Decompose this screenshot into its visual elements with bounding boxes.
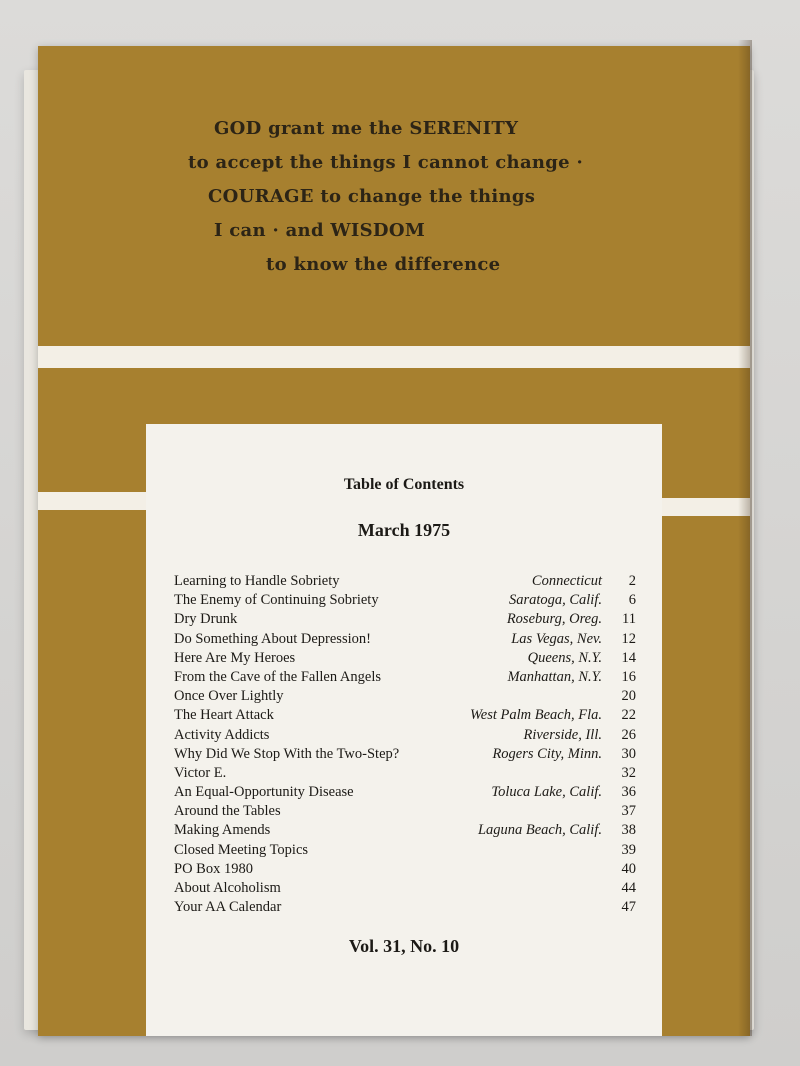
toc-entry	[174, 783, 636, 802]
page-number: 37	[621, 803, 636, 820]
toc-entry	[174, 687, 636, 706]
decorative-stripe	[38, 346, 750, 368]
page-number: 16	[621, 668, 636, 685]
article-location: Roseburg, Oreg.	[506, 611, 602, 628]
decorative-stripe	[38, 492, 158, 510]
article-title: Closed Meeting Topics	[174, 841, 309, 858]
toc-entry	[174, 726, 636, 745]
toc-entry	[174, 706, 636, 725]
prayer-line: COURAGE to change the things	[208, 186, 536, 207]
magazine-back-cover	[38, 46, 750, 1036]
page-number: 44	[621, 880, 636, 896]
article-title: The Heart Attack	[174, 707, 274, 724]
article-title: Why Did We Stop With the Two-Step?	[174, 745, 400, 762]
article-location: Queens, N.Y.	[527, 649, 602, 666]
toc-entry	[174, 802, 636, 821]
article-title: PO Box 1980	[174, 860, 253, 877]
article-location: Las Vegas, Nev.	[511, 630, 602, 647]
page-number: 36	[621, 784, 636, 801]
article-title: From the Cave of the Fallen Angels	[174, 668, 381, 685]
article-title: Learning to Handle Sobriety	[174, 573, 340, 589]
page-number: 20	[621, 688, 636, 705]
issue-date: March 1975	[357, 520, 451, 540]
toc-entry	[174, 879, 636, 898]
toc-entry	[174, 841, 636, 860]
toc-entry	[174, 668, 636, 687]
volume-number: Vol. 31, No. 10	[348, 936, 460, 956]
page-number: 6	[628, 592, 636, 609]
article-title: Activity Addicts	[174, 726, 270, 743]
article-title: Once Over Lightly	[174, 688, 284, 705]
article-title: The Enemy of Continuing Sobriety	[174, 592, 379, 609]
toc-entry	[174, 649, 636, 668]
article-title: Dry Drunk	[174, 611, 238, 628]
page-number: 40	[621, 860, 636, 877]
article-location: Manhattan, N.Y.	[507, 668, 602, 685]
article-title: An Equal-Opportunity Disease	[174, 784, 354, 801]
article-title: Your AA Calendar	[174, 899, 282, 916]
toc-entry	[174, 745, 636, 764]
prayer-line: I can · and WISDOM	[214, 220, 426, 241]
toc-entry	[174, 821, 636, 840]
page-number: 32	[621, 764, 636, 781]
page-number: 2	[628, 573, 636, 589]
article-location: Toluca Lake, Calif.	[491, 784, 602, 801]
toc-entry	[174, 610, 636, 629]
toc-entry	[174, 591, 636, 610]
article-location: Connecticut	[531, 573, 602, 589]
article-title: Around the Tables	[174, 803, 281, 820]
article-title: About Alcoholism	[174, 880, 281, 896]
toc-list	[174, 572, 636, 917]
article-location: Rogers City, Minn.	[492, 745, 602, 762]
toc-entry	[174, 860, 636, 879]
decorative-stripe	[658, 498, 750, 516]
article-location: West Palm Beach, Fla.	[470, 707, 602, 724]
prayer-line: to accept the things I cannot change ·	[188, 152, 584, 173]
page-number: 12	[621, 630, 636, 647]
toc-entry	[174, 572, 636, 591]
article-location: Laguna Beach, Calif.	[477, 822, 602, 839]
toc-entry	[174, 630, 636, 649]
article-location: Saratoga, Calif.	[508, 592, 602, 609]
toc-title: Table of Contents	[343, 476, 465, 493]
page-number: 38	[621, 822, 636, 839]
prayer-line: to know the difference	[266, 254, 501, 275]
page-number: 39	[621, 841, 636, 858]
article-title: Here Are My Heroes	[174, 649, 296, 666]
page-number: 14	[621, 649, 636, 666]
page-number: 22	[621, 707, 636, 724]
article-title: Victor E.	[174, 764, 227, 781]
table-of-contents	[146, 424, 662, 1036]
page-number: 30	[621, 745, 636, 762]
page-number: 47	[621, 899, 636, 916]
article-title: Do Something About Depression!	[174, 630, 371, 647]
toc-entry	[174, 764, 636, 783]
toc-entry	[174, 898, 636, 917]
article-location: Riverside, Ill.	[523, 726, 602, 743]
article-title: Making Amends	[174, 822, 271, 839]
page-edge-shadow	[738, 40, 752, 1036]
page-number: 26	[621, 726, 636, 743]
prayer-line: GOD grant me the SERENITY	[214, 118, 519, 139]
page-number: 11	[622, 611, 636, 628]
